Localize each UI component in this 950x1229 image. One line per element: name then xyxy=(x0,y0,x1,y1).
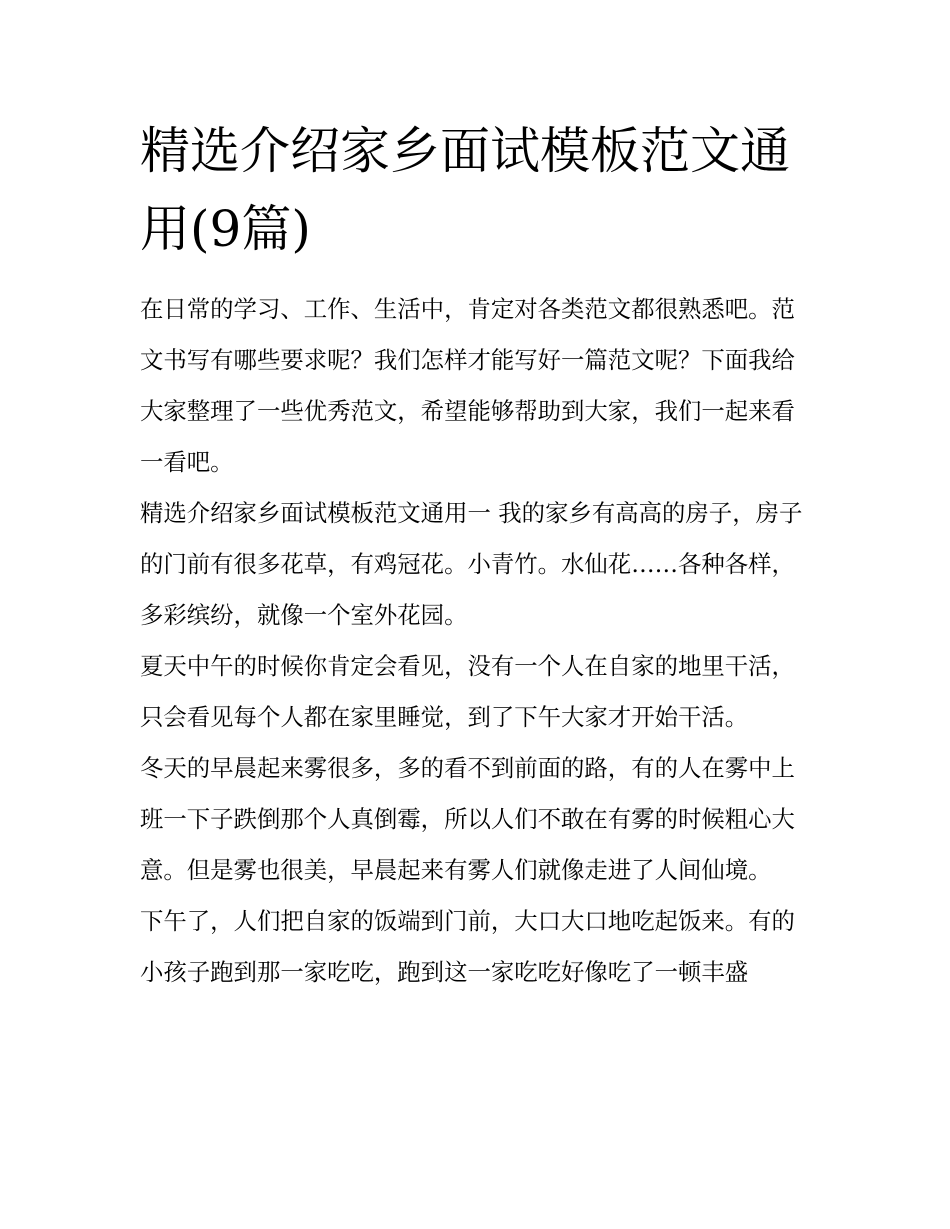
document-content xyxy=(140,112,815,998)
paragraph-summer-noon: 夏天中午的时候你肯定会看见，没有一个人在自家的地里干活，只会看见每个人都在家里睡觉，到了下午大家才开始干活。 xyxy=(140,652,795,731)
paragraph-home-houses: 精选介绍家乡面试模板范文通用一 我的家乡有高高的房子，房子的门前有很多花草，有鸡冠花。小青竹。水仙花……各种各样，多彩缤纷，就像一个室外花园。 xyxy=(140,499,803,629)
paragraph-afternoon-meal: 下午了，人们把自家的饭端到门前，大口大口地吃起饭来。有的小孩子跑到那一家吃吃，跑到这一家吃吃好像吃了一顿丰盛 xyxy=(140,907,795,986)
paragraph-winter-fog: 冬天的早晨起来雾很多，多的看不到前面的路，有的人在雾中上班一下子跌倒那个人真倒霉，所以人们不敢在有雾的时候粗心大意。但是雾也很美，早晨起来有雾人们就像走进了人间仙境。 xyxy=(140,754,795,884)
paragraph-intro: 在日常的学习、工作、生活中，肯定对各类范文都很熟悉吧。范文书写有哪些要求呢？我们怎样才能写好一篇范文呢？下面我给大家整理了一些优秀范文，希望能够帮助到大家，我们一起来看一看吧。 xyxy=(140,295,795,476)
document-title: 精选介绍家乡面试模板范文通用(9篇) xyxy=(140,122,790,258)
document-body xyxy=(140,284,815,998)
